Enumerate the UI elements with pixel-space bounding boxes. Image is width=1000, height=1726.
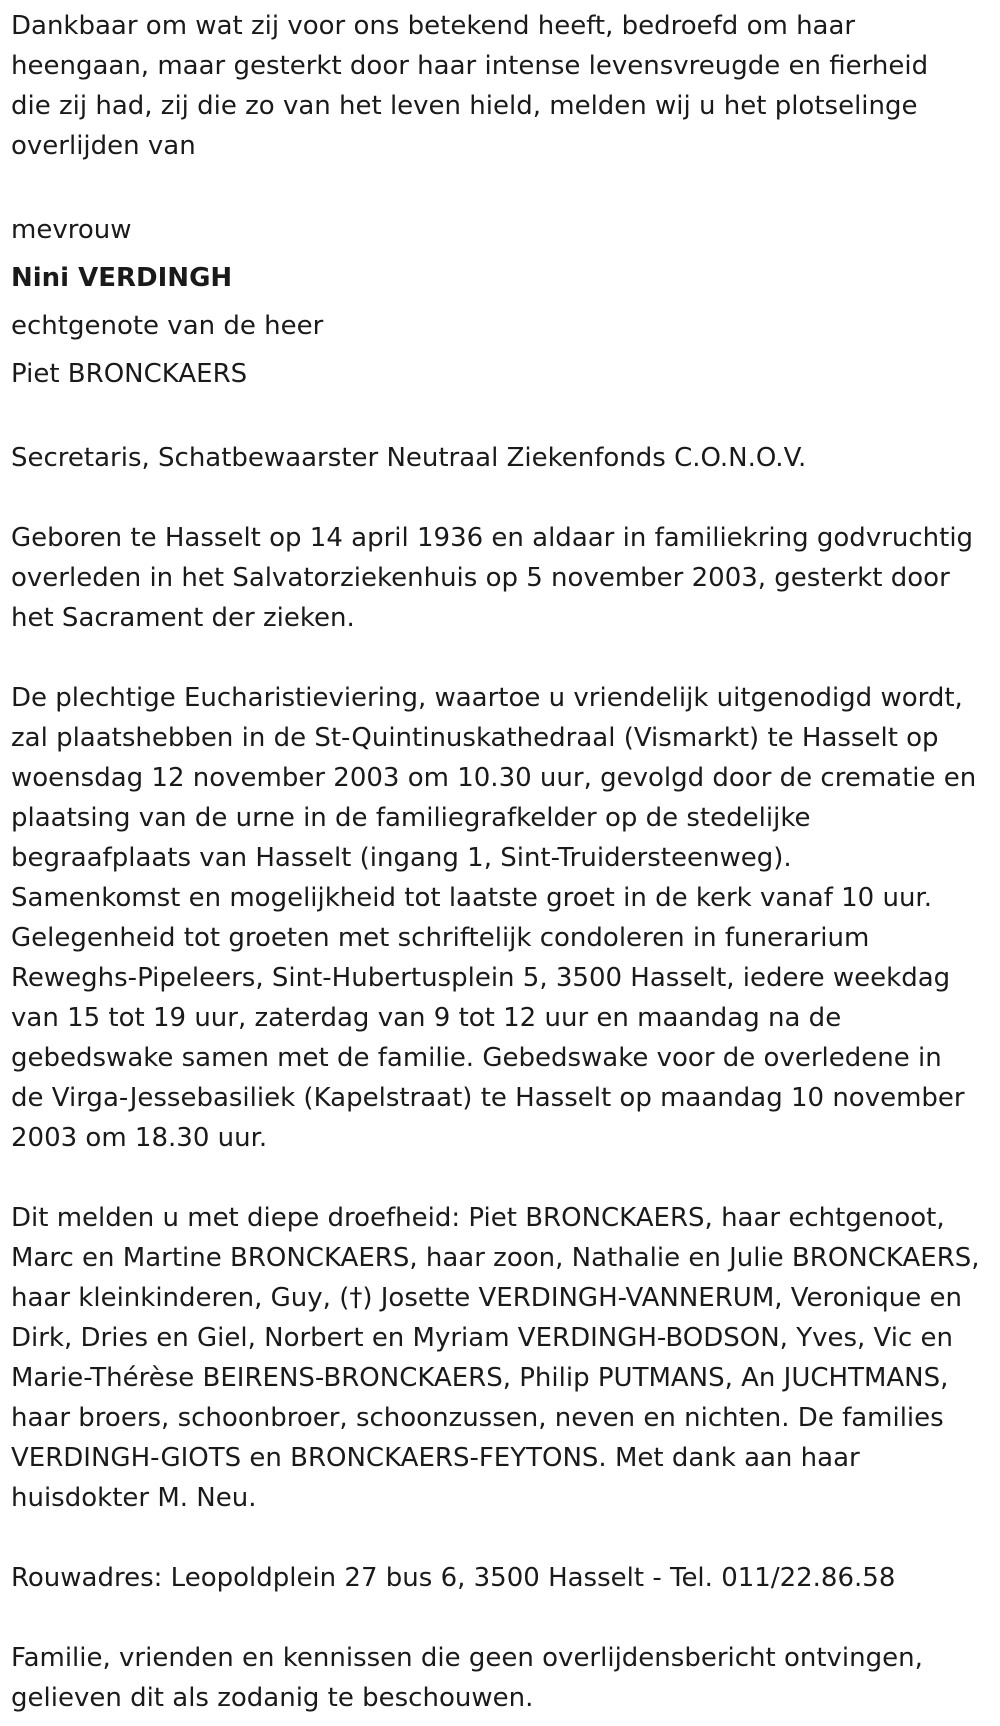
ceremony-line: plaatsing van de urne in de familiegrafkelder op de stedelijke [11,803,811,833]
ceremony-line: van 15 tot 19 uur, zaterdag van 9 tot 12 uur en maandag na de [11,1003,842,1033]
mourning-address: Rouwadres: Leopoldplein 27 bus 6, 3500 Hasselt - Tel. 011/22.86.58 [11,1563,896,1593]
birth-death-paragraph [11,518,994,638]
spouse-name: Piet BRONCKAERS [11,359,248,389]
ceremony-line: 2003 om 18.30 uur. [11,1123,268,1153]
closing-line: gelieven dit als zodanig te beschouwen. [11,1683,534,1713]
address-paragraph [11,1558,994,1598]
ceremony-line: de Virga-Jessebasiliek (Kapelstraat) te Hasselt op maandag 10 november [11,1083,965,1113]
ceremony-line: woensdag 12 november 2003 om 10.30 uur, gevolgd door de crematie en [11,763,977,793]
spouse-relation: echtgenote van de heer [11,311,324,341]
family-line: VERDINGH-GIOTS en BRONCKAERS-FEYTONS. Met dank aan haar [11,1443,860,1473]
birth-death-line: het Sacrament der zieken. [11,603,355,633]
occupation-line: Secretaris, Schatbewaarster Neutraal Ziekenfonds C.O.N.O.V. [11,443,807,473]
family-line: haar kleinkinderen, Guy, (†) Josette VERDINGH-VANNERUM, Veronique en [11,1283,962,1313]
family-line: Marie-Thérèse BEIRENS-BRONCKAERS, Philip PUTMANS, An JUCHTMANS, [11,1363,949,1393]
family-line: haar broers, schoonbroer, schoonzussen, neven en nichten. De families [11,1403,944,1433]
intro-line: Dankbaar om wat zij voor ons betekend heeft, bedroefd om haar [11,11,856,41]
family-line: Marc en Martine BRONCKAERS, haar zoon, Nathalie en Julie BRONCKAERS, [11,1243,980,1273]
deceased-name: Nini VERDINGH [11,263,233,293]
ceremony-line: De plechtige Eucharistieviering, waartoe u vriendelijk uitgenodigd wordt, [11,683,963,713]
intro-line: overlijden van [11,131,196,161]
title-text: mevrouw [11,215,132,245]
ceremony-paragraph [11,678,994,1158]
ceremony-line: Gelegenheid tot groeten met schriftelijk condoleren in funerarium [11,923,870,953]
ceremony-line: begraafplaats van Hasselt (ingang 1, Sint-Truidersteenweg). [11,843,792,873]
occupation-paragraph [11,438,994,478]
family-paragraph [11,1198,994,1518]
intro-line: die zij had, zij die zo van het leven hield, melden wij u het plotselinge [11,91,918,121]
deceased-block [11,206,994,398]
intro-paragraph [11,6,994,166]
family-line: Dirk, Dries en Giel, Norbert en Myriam VERDINGH-BODSON, Yves, Vic en [11,1323,954,1353]
closing-paragraph [11,1638,994,1718]
closing-line: Familie, vrienden en kennissen die geen overlijdensbericht ontvingen, [11,1643,923,1673]
family-line: Dit melden u met diepe droefheid: Piet BRONCKAERS, haar echtgenoot, [11,1203,945,1233]
intro-line: heengaan, maar gesterkt door haar intense levensvreugde en fierheid [11,51,929,81]
ceremony-line: gebedswake samen met de familie. Gebedswake voor de overledene in [11,1043,942,1073]
ceremony-line: Reweghs-Pipeleers, Sint-Hubertusplein 5, 3500 Hasselt, iedere weekdag [11,963,951,993]
ceremony-line: zal plaatshebben in de St-Quintinuskathedraal (Vismarkt) te Hasselt op [11,723,939,753]
family-line: huisdokter M. Neu. [11,1483,257,1513]
birth-death-line: overleden in het Salvatorziekenhuis op 5 november 2003, gesterkt door [11,563,950,593]
birth-death-line: Geboren te Hasselt op 14 april 1936 en aldaar in familiekring godvruchtig [11,523,974,553]
ceremony-line: Samenkomst en mogelijkheid tot laatste groet in de kerk vanaf 10 uur. [11,883,932,913]
